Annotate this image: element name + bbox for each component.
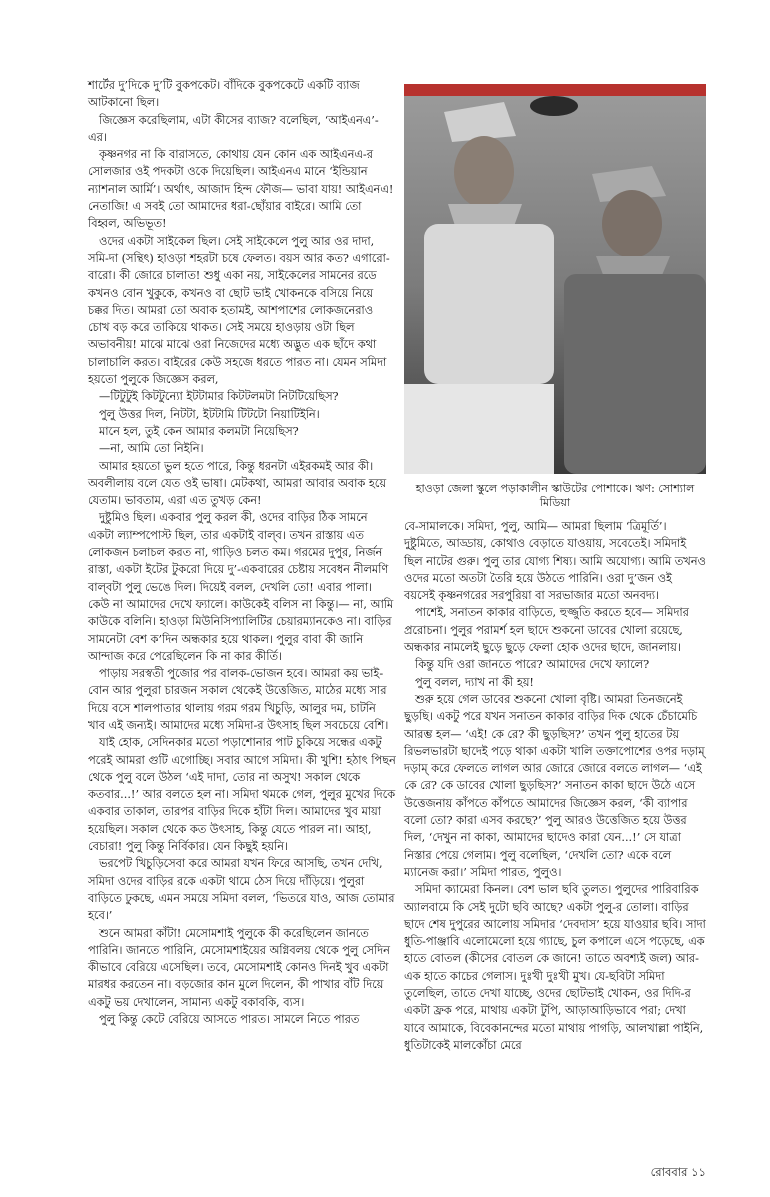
paragraph: শার্টের দু’দিকে দু’টি বুকপকেট। বাঁদিকে বুকপকেটে একটি ব্যাজ আটকানো ছিল। — [88, 79, 360, 110]
paragraph: শুরু হয়ে গেল ডাবের শুকনো খোলা বৃষ্টি। আমরা তিনজনেই ছুড়ছি। একটু পরে যখন সনাতন কাকার বাড়ির দিক থেকে চেঁচামেচি আরম্ভ হল— ‘এই! কে রে? কী ছুড়ছিস?’ তখন পুলু হাতের টয় রিভলভারটা ছাদেই পড়ে থাকা একটা খালি তক্তাপোশের ওপর দড়াম্‌ দড়াম্‌ করে ফেলতে লাগল আর জোরে জোরে বলতে লাগল— ‘এই কে রে? কে ডাবের খোলা ছুড়ছিস?’ সনাতন কাকা ছাদে উঠে এসে উত্তেজনায় কাঁপতে কাঁপতে আমাদের জিজ্ঞেস করল, ‘কী ব্যাপার বলো তো? কারা এসব করছে?’ পুলু আরও উত্তেজিত হয়ে উত্তর দিল, ‘দেখুন না কাকা, আমাদের ছাদেও কারা যেন...!’ সে যাত্রা নিস্তার পেয়ে গেলাম। পুলু বলেছিল, ‘দেখলি তো? একে বলে ম্যানেজ করা।’ সমিদা পারত, পুলুও। — [404, 692, 705, 879]
paragraph: কিন্তু যদি ওরা জানতে পারে? আমাদের দেখে ফ্যালে? — [415, 658, 650, 672]
paragraph: পুলু বলল, দ্যাখ না কী হয়! — [415, 675, 534, 689]
accent-band — [404, 84, 706, 96]
dialogue-line: —না, আমি তো নিইনি। — [99, 442, 204, 456]
scout-photo — [404, 84, 706, 474]
paragraph: ভরপেট খিচুড়িসেবা করে আমরা যখন ফিরে আসছি, তখন দেখি, সমিদা ওদের বাড়ির রকে একটা থামে ঠেস দিয়ে দাঁড়িয়ে। পুলুরা বাড়িতে ঢুকছে, এমন সময়ে সমিদা বলল, ‘ভিতরে যাও, আজ তোমার হবে।’ — [88, 857, 395, 923]
paragraph: আমার হয়তো ভুল হতে পারে, কিন্তু ধরনটা এইরকমই আর কী। অবলীলায় বলে যেত ওই ভাষা। মেটকথা, আমরা আবার অবাক হয়ে যেতাম। ভাবতাম, এরা এত তুখড় কেন! — [88, 459, 387, 508]
left-column — [88, 77, 396, 1028]
paragraph: পাশেই, সনাতন কাকার বাড়িতে, হুজ্জুতি করতে হবে— সমিদার প্ররোচনা। পুলুর পরামর্শ হল ছাদে শুকনো ডাবের খোলা রয়েছে, অন্ধকার নামলেই ছুড়ে ছুড়ে ফেলা হোক ওদের ছাদে, জানলায়। — [404, 606, 689, 655]
dialogue-line: —টিটুটুই কিটটুন্যো ইটটামার কিটটলমটা নিটটিয়েছিস? — [99, 390, 339, 404]
paragraph: জিজ্ঞেস করেছিলাম, এটা কীসের ব্যাজ? বলেছিল, ‘আইএনএ’-এর। — [88, 113, 379, 144]
paragraph: পুলু কিন্তু কেটে বেরিয়ে আসতে পারত। সামলে নিতে পারত — [99, 1013, 360, 1027]
photo-illustration — [404, 84, 706, 474]
right-column — [404, 518, 706, 1054]
paragraph: যাই হোক, সেদিনকার মতো পড়াশোনার পাট চুকিয়ে সন্ধের একটু পরেই আমরা গুটি এগোচ্ছি। সবার আগে সমিদা। কী খুশি! হঠাৎ পিছন থেকে পুলু বলে উঠল ‘এই দাদা, তোর না অসুখ! সকাল থেকে কতবার...!’ আর বলতে হল না। সমিদা থমকে গেল, পুলুর মুখের দিকে একবার তাকাল, তারপর বাড়ির দিকে হাঁটা দিল। আমাদের খুব মায়া হয়েছিল। সকাল থেকে কত উৎসাহ, কিন্তু যেতে পারল না। আহা, বেচারা! পুলু কিন্তু নির্বিকার। যেন কিছুই হয়নি। — [88, 736, 396, 854]
paragraph: শুনে আমরা কাঁটা! মেসোমশাই পুলুকে কী করেছিলেন জানতে পারিনি। জানতে পারিনি, মেসোমশাইয়ের অগ্নিবলয় থেকে পুলু সেদিন কীভাবে বেরিয়ে এসেছিল। তবে, মেসোমশাই কোনও দিনই খুব একটা মারধর করতেন না। বড়জোর কান মুলে দিলেন, কী পাখার বাঁট দিয়ে একটু ভয় দেখালেন, সামান্য একটু বকাবকি, ব্যস। — [88, 926, 390, 1009]
paragraph: কৃষ্ণনগর না কি বারাসতে, কোথায় যেন কোন এক আইএনএ-র সোলজার ওই পদকটা ওকে দিয়েছিল। আইএনএ মানে ‘ইন্ডিয়ান ন্যাশনাল আর্মি’। অর্থাৎ, আজাদ হিন্দ ফৌজ— ভাবা যায়! আইএনএ! নেতাজি! এ সবই তো আমাদের ধরা-ছোঁয়ার বাইরে। আমি তো বিহ্বল, অভিভূত! — [88, 148, 394, 231]
paragraph: দুষ্টুমিও ছিল। একবার পুলু করল কী, ওদের বাড়ির ঠিক সামনে একটা ল্যাম্পপোস্ট ছিল, তার একটাই বাল্‌ব। তখন রাস্তায় এত লোকজন চলাচল করত না, গাড়িও চলত কম। গরমের দুপুর, নির্জন রাস্তা, একটা ইটের টুকরো দিয়ে দু’-একবারের চেষ্টায় সবেধন নীলমণি বাল্‌বটা পুলু ভেঙে দিল। দিয়েই বলল, দেখলি তো! এবার পালা। কেউ না আমাদের দেখে ফ্যালে। কাউকেই বলিস না কিন্তু।— না, আমি কাউকে বলিনি। হাওড়া মিউনিসিপ্যালিটির চেয়ারম্যানকেও না। বাড়ির সামনেটা বেশ ক’দিন অন্ধকার হয়ে থাকল। পুলুর বাবা কী জানি আন্দাজ করে পেরেছিলেন কি না কার কীর্তি। — [88, 511, 394, 663]
dialogue-line: পুলু উত্তর দিল, নিটটা, ইটটামি টিটটো নিয়াটিইনি। — [99, 407, 320, 421]
paragraph: পাড়ায় সরস্বতী পুজোর পর বালক-ভোজন হবে। আমরা কয় ভাই-বোন আর পুলুরা চারজন সকাল থেকেই উত্তেজিত, মাঠের মধ্যে সার দিয়ে বসে শালপাতার থালায় গরম গরম খিচুড়ি, আলুর দম, চাটনি খাব এই জন্যই। আমাদের মধ্যে সমিদা-র উৎসাহ ছিল সবচেয়ে বেশি। — [88, 667, 389, 732]
page-number: রোববার ১১ — [650, 1165, 706, 1179]
paragraph: বে-সামালকে। সমিদা, পুলু, আমি— আমরা ছিলাম ‘ত্রিমূর্তি’। দুষ্টুমিতে, আড্ডায়, কোথাও বেড়াতে যাওয়ায়, সবেতেই। সমিদাই ছিল নাটের গুরু। পুলু তার যোগ্য শিষ্য। আমি অযোগ্য। আমি তখনও ওদের মতো অতটা তৈরি হয়ে উঠতে পারিনি। ওরা দু’জন ওই বয়সেই কৃষ্ণনগরের সরপুরিয়া বা সরভাজার মতো অনবদ্য। — [404, 520, 706, 603]
dialogue-line: মানে হল, তুই কেন আমার কলমটা নিয়েছিস? — [99, 424, 299, 438]
photo-caption: হাওড়া জেলা স্কুলে পড়াকালীন স্কাউটের পোশাকে। ঋণ: সোশ্যাল মিডিয়া — [415, 482, 695, 509]
paragraph: সমিদা ক্যামেরা কিনল। বেশ ভাল ছবি তুলত। পুলুদের পারিবারিক অ্যালবামে কি সেই দুটো ছবি আছে? একটা পুলু-র তোলা। বাড়ির ছাদে শেষ দুপুরের আলোয় সমিদার ‘দেবদাস’ হয়ে যাওয়ার ছবি। সাদা ধুতি-পাঞ্জাবি এলোমেলো হয়ে গ্যাছে, চুল কপালে এসে পড়েছে, এক হাতে বোতল (কীসের বোতল কে জানে! তাতে অবশ্যই জল) আর-এক হাতে কাচের গেলাস। দুঃখী দুঃখী মুখ। যে-ছবিটা সমিদা তুলেছিল, তাতে দেখা যাচ্ছে, ওদের ছোটভাই খোকন, ওর দিদি-র একটা ফ্রক পরে, মাথায় একটা টুপি, আড়াআড়িভাবে পরা; দেখা যাবে আমাকে, বিবেকানন্দের মতো মাথায় পাগড়ি, আলখাল্লা পাইনি, ধুতিটাকেই মালকোঁচা মেরে — [404, 883, 706, 1052]
paragraph: ওদের একটা সাইকেল ছিল। সেই সাইকেলে পুলু আর ওর দাদা, সমি-দা (সন্থিৎ) হাওড়া শহরটা চষে ফেলত। বয়স আর কত? এগারো-বারো। কী জোরে চালাত! শুধু একা নয়, সাইকেলের সামনের রডে কখনও বোন খুকুকে, কখনও বা ছোট ভাই খোকনকে বসিয়ে নিয়ে চক্কর দিত। আমরা তো অবাক হতামই, আশপাশের লোকজনেরাও চোখ বড় করে তাকিয়ে থাকত। সেই সময়ে হাওড়ায় ওটা ছিল অভাবনীয়! মাঝে মাঝে ওরা নিজেদের মধ্যে অদ্ভুত এক ছাঁদে কথা চালাচালি করত। বাইরের কেউ সহজে ধরতে পারত না। যেমন সমিদা হয়তো পুলুকে জিজ্ঞেস করল, — [88, 234, 390, 387]
